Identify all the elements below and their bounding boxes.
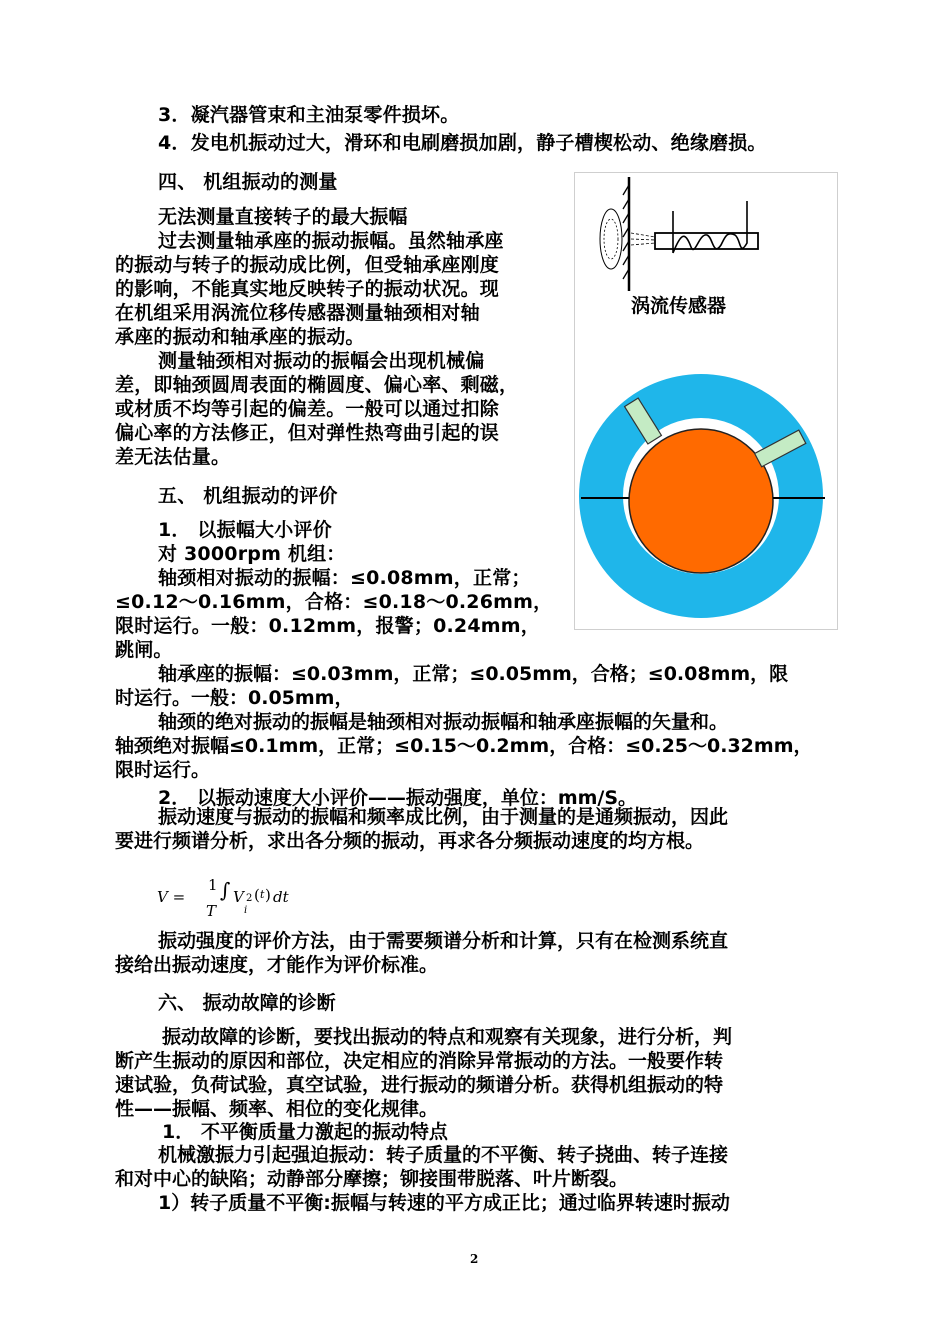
formula-var: V xyxy=(233,888,244,906)
text-line: 性——振幅、频率、相位的变化规律。 xyxy=(115,1098,439,1120)
formula-t: t xyxy=(260,888,265,901)
text-line: 对 3000rpm 机组： xyxy=(158,543,346,565)
page-number: 2 xyxy=(470,1252,479,1266)
text-line: 速试验，负荷试验，真空试验，进行振动的频谱分析。获得机组振动的特 xyxy=(115,1074,724,1096)
text-line: ≤0.12～0.16mm，合格：≤0.18～0.26mm， xyxy=(115,591,553,613)
magnetic-field-lines xyxy=(631,233,655,245)
text-line: 断产生振动的原因和部位，决定相应的消除异常振动的方法。一般要作转 xyxy=(115,1050,724,1072)
formula-sub: i xyxy=(244,905,248,916)
text-line: 时运行。一般：0.05mm， xyxy=(115,687,354,709)
journal-rotor xyxy=(629,429,773,573)
text-line: 轴颈相对振动的振幅：≤0.08mm，正常； xyxy=(158,567,531,589)
formula-denominator: T xyxy=(206,902,217,920)
text-line: 四、 机组振动的测量 xyxy=(158,171,338,193)
text-line: 轴颈的绝对振动的振幅是轴颈相对振动振幅和轴承座振幅的矢量和。 xyxy=(158,711,729,733)
text-line: 在机组采用涡流位移传感器测量轴颈相对轴 xyxy=(115,302,480,324)
text-line: 轴颈绝对振幅≤0.1mm，正常；≤0.15～0.2mm，合格：≤0.25～0.32mm， xyxy=(115,735,813,757)
text-line: 振动速度与振动的振幅和频率成比例，由于测量的是通频振动，因此 xyxy=(158,806,729,828)
text-line: 差无法估量。 xyxy=(115,446,231,468)
text-line: 的振动与转子的振动成比例，但受轴承座刚度 xyxy=(115,254,500,276)
text-line: 接给出振动速度，才能作为评价标准。 xyxy=(115,954,439,976)
text-line: 1． 以振幅大小评价 xyxy=(158,519,332,541)
sensor-diagram-svg xyxy=(575,173,837,629)
formula-numerator: 1 xyxy=(208,876,218,894)
text-line: 跳闸。 xyxy=(115,639,173,661)
text-line: 五、 机组振动的评价 xyxy=(158,485,338,507)
text-line: 轴承座的振幅：≤0.03mm，正常；≤0.05mm，合格；≤0.08mm，限 xyxy=(158,663,789,685)
formula-paren-close: ) xyxy=(265,886,271,904)
formula-paren-open: ( xyxy=(254,886,260,904)
text-line: 4．发电机振动过大，滑环和电刷磨损加剧，静子槽楔松动、绝缘磨损。 xyxy=(158,132,767,154)
eddy-current-sensor-figure xyxy=(574,172,838,630)
text-line: 无法测量直接转子的最大振幅 xyxy=(158,206,408,228)
text-line: 和对中心的缺陷；动静部分摩擦；铆接围带脱落、叶片断裂。 xyxy=(115,1168,629,1190)
text-line: 振动故障的诊断，要找出振动的特点和观察有关现象，进行分析，判 xyxy=(162,1026,733,1048)
text-line: 限时运行。一般：0.12mm，报警；0.24mm， xyxy=(115,615,540,637)
text-line: 1）转子质量不平衡:振幅与转速的平方成正比；通过临界转速时振动 xyxy=(158,1192,730,1214)
text-line: 承座的振动和轴承座的振动。 xyxy=(115,326,365,348)
probe-coil xyxy=(673,201,747,253)
figure-caption: 涡流传感器 xyxy=(631,295,727,317)
formula-integral: ∫ xyxy=(220,878,231,902)
text-line: 或材质不均等引起的偏差。一般可以通过扣除 xyxy=(115,398,500,420)
formula-sup: 2 xyxy=(246,893,253,904)
text-line: 要进行频谱分析，求出各分频的振动，再求各分频振动速度的均方根。 xyxy=(115,830,705,852)
text-line: 偏心率的方法修正，但对弹性热弯曲引起的误 xyxy=(115,422,500,444)
text-line: 六、 振动故障的诊断 xyxy=(158,992,336,1014)
text-line: 3．凝汽器管束和主油泵零件损坏。 xyxy=(158,104,460,126)
text-line: 1． 不平衡质量力激起的振动特点 xyxy=(162,1121,448,1143)
eddy-current-loop xyxy=(600,209,622,269)
text-line: 限时运行。 xyxy=(115,759,211,781)
text-line: 的影响，不能真实地反映转子的振动状况。现 xyxy=(115,278,500,300)
text-line: 差，即轴颈圆周表面的椭圆度、偏心率、剩磁， xyxy=(115,374,519,396)
text-line: 机械激振力引起强迫振动：转子质量的不平衡、转子挠曲、转子连接 xyxy=(158,1144,729,1166)
text-line: 2． 以振动速度大小评价——振动强度，单位：mm/S。 xyxy=(158,787,638,809)
text-line: 振动强度的评价方法，由于需要频谱分析和计算，只有在检测系统直 xyxy=(158,930,729,952)
text-line: 过去测量轴承座的振动振幅。虽然轴承座 xyxy=(158,230,504,252)
formula-dt: dt xyxy=(273,888,289,906)
text-line: 测量轴颈相对振动的振幅会出现机械偏 xyxy=(158,350,485,372)
formula-lhs: V = xyxy=(157,888,186,906)
